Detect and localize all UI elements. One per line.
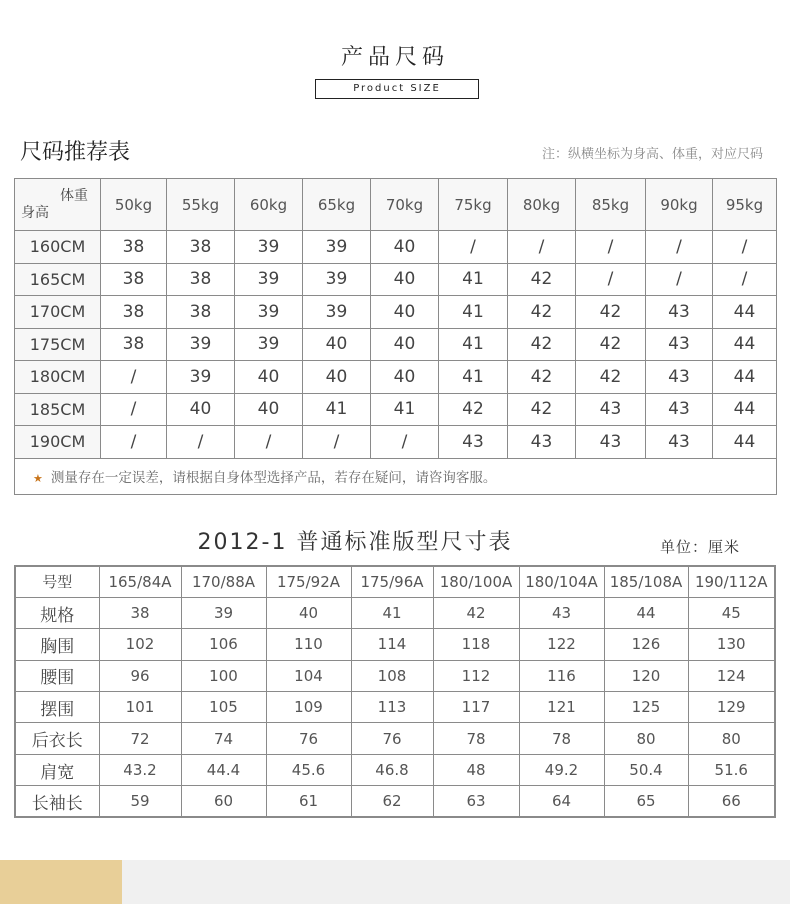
table-row	[15, 660, 775, 691]
measurement-cell: 39	[181, 597, 266, 628]
table-header-row	[15, 179, 777, 231]
weight-header: 50kg	[101, 179, 167, 231]
page-title: 产品尺码	[340, 45, 449, 70]
size-cell: /	[101, 393, 167, 426]
page-subtitle: Product SIZE	[315, 79, 479, 99]
measurement-cell: 45.6	[266, 754, 351, 785]
size-cell: 39	[235, 231, 303, 264]
size-cell: 43	[646, 426, 713, 459]
size-cell: /	[576, 231, 646, 264]
model-column-header: 170/88A	[181, 566, 266, 597]
size-cell: /	[713, 263, 777, 296]
corner-cell	[15, 179, 101, 231]
size-cell: 43	[646, 296, 713, 329]
height-row-header: 170CM	[15, 296, 101, 329]
size-cell: 43	[508, 426, 576, 459]
weight-header: 85kg	[576, 179, 646, 231]
size-cell: 41	[303, 393, 371, 426]
measurement-cell: 43.2	[99, 754, 181, 785]
measurement-cell: 44.4	[181, 754, 266, 785]
measurement-cell: 78	[433, 723, 519, 754]
table-row	[15, 361, 777, 394]
weight-header: 90kg	[646, 179, 713, 231]
measurement-cell: 50.4	[604, 754, 688, 785]
model-column-header: 180/104A	[519, 566, 604, 597]
size-cell: /	[101, 426, 167, 459]
footer-accent-block	[0, 860, 122, 904]
size-cell: 41	[371, 393, 439, 426]
disclaimer-row	[15, 458, 777, 494]
height-row-header: 165CM	[15, 263, 101, 296]
measurement-cell: 43	[519, 597, 604, 628]
measurement-cell: 80	[688, 723, 775, 754]
size-cell: 40	[371, 296, 439, 329]
measurement-label: 腰围	[15, 660, 99, 691]
size-cell: 38	[101, 328, 167, 361]
size-cell: /	[101, 361, 167, 394]
disclaimer-cell	[15, 458, 777, 494]
size-cell: 40	[371, 328, 439, 361]
size-cell: 39	[303, 296, 371, 329]
height-row-header: 190CM	[15, 426, 101, 459]
measurement-cell: 108	[351, 660, 433, 691]
size-cell: 44	[713, 426, 777, 459]
size-cell: 38	[167, 296, 235, 329]
size-cell: /	[303, 426, 371, 459]
size-cell: 41	[439, 296, 508, 329]
size-cell: 42	[439, 393, 508, 426]
measurement-cell: 48	[433, 754, 519, 785]
size-cell: 41	[439, 263, 508, 296]
size-cell: /	[167, 426, 235, 459]
size-cell: 44	[713, 393, 777, 426]
measurement-cell: 110	[266, 629, 351, 660]
measurement-cell: 96	[99, 660, 181, 691]
size-cell: 43	[439, 426, 508, 459]
height-row-header: 185CM	[15, 393, 101, 426]
size-cell: 42	[508, 328, 576, 361]
table-row	[15, 426, 777, 459]
model-column-header: 165/84A	[99, 566, 181, 597]
measurement-cell: 65	[604, 786, 688, 817]
model-column-header: 185/108A	[604, 566, 688, 597]
measurement-cell: 101	[99, 692, 181, 723]
table-header-row	[15, 566, 775, 597]
table-row	[15, 754, 775, 785]
size-cell: /	[646, 231, 713, 264]
size-cell: 42	[508, 263, 576, 296]
measurement-cell: 64	[519, 786, 604, 817]
measurement-cell: 122	[519, 629, 604, 660]
measurement-cell: 61	[266, 786, 351, 817]
height-row-header: 160CM	[15, 231, 101, 264]
measurement-cell: 38	[99, 597, 181, 628]
spec-unit: 单位：厘米	[660, 538, 741, 556]
size-cell: 42	[576, 296, 646, 329]
size-cell: /	[371, 426, 439, 459]
size-cell: 41	[439, 361, 508, 394]
measurement-cell: 109	[266, 692, 351, 723]
measurement-cell: 44	[604, 597, 688, 628]
measurement-cell: 80	[604, 723, 688, 754]
measurement-cell: 125	[604, 692, 688, 723]
size-cell: 40	[371, 361, 439, 394]
measurement-cell: 112	[433, 660, 519, 691]
measurement-cell: 66	[688, 786, 775, 817]
size-cell: 44	[713, 328, 777, 361]
size-cell: 40	[167, 393, 235, 426]
size-cell: 40	[371, 231, 439, 264]
measurement-cell: 40	[266, 597, 351, 628]
size-cell: 42	[508, 393, 576, 426]
measurement-cell: 72	[99, 723, 181, 754]
size-cell: 38	[101, 231, 167, 264]
size-cell: 44	[713, 296, 777, 329]
size-cell: 40	[303, 361, 371, 394]
weight-axis-label: 体重	[60, 188, 88, 204]
measurement-cell: 51.6	[688, 754, 775, 785]
size-cell: 42	[508, 361, 576, 394]
weight-header: 60kg	[235, 179, 303, 231]
table-row	[15, 629, 775, 660]
measurement-cell: 116	[519, 660, 604, 691]
size-cell: 43	[576, 426, 646, 459]
measurement-label: 长袖长	[15, 786, 99, 817]
recommendation-note: 注：纵横坐标为身高、体重，对应尺码	[541, 147, 763, 162]
measurement-cell: 63	[433, 786, 519, 817]
measurement-cell: 59	[99, 786, 181, 817]
model-column-header: 175/96A	[351, 566, 433, 597]
weight-header: 95kg	[713, 179, 777, 231]
star-icon: ★	[33, 472, 43, 485]
measurement-cell: 76	[351, 723, 433, 754]
measurement-label: 规格	[15, 597, 99, 628]
size-cell: 38	[167, 263, 235, 296]
size-cell: 41	[439, 328, 508, 361]
size-cell: 39	[303, 231, 371, 264]
model-header: 号型	[15, 566, 99, 597]
size-cell: /	[713, 231, 777, 264]
size-cell: 39	[167, 361, 235, 394]
measurement-cell: 60	[181, 786, 266, 817]
height-row-header: 175CM	[15, 328, 101, 361]
table-row	[15, 723, 775, 754]
measurement-cell: 124	[688, 660, 775, 691]
size-cell: /	[235, 426, 303, 459]
measurement-cell: 114	[351, 629, 433, 660]
measurement-cell: 104	[266, 660, 351, 691]
weight-header: 70kg	[371, 179, 439, 231]
size-cell: 43	[646, 328, 713, 361]
measurement-cell: 130	[688, 629, 775, 660]
size-cell: /	[439, 231, 508, 264]
size-cell: 42	[576, 328, 646, 361]
model-column-header: 180/100A	[433, 566, 519, 597]
measurement-cell: 102	[99, 629, 181, 660]
weight-header: 55kg	[167, 179, 235, 231]
model-column-header: 175/92A	[266, 566, 351, 597]
measurement-cell: 105	[181, 692, 266, 723]
size-cell: 38	[101, 296, 167, 329]
size-cell: 38	[101, 263, 167, 296]
measurement-cell: 45	[688, 597, 775, 628]
measurement-cell: 113	[351, 692, 433, 723]
table-row	[15, 263, 777, 296]
size-cell: 39	[303, 263, 371, 296]
size-cell: 43	[646, 361, 713, 394]
size-cell: 43	[576, 393, 646, 426]
model-column-header: 190/112A	[688, 566, 775, 597]
measurement-label: 后衣长	[15, 723, 99, 754]
spec-title: 2012-1 普通标准版型尺寸表	[197, 530, 513, 555]
size-cell: 43	[646, 393, 713, 426]
weight-header: 65kg	[303, 179, 371, 231]
size-cell: 40	[235, 393, 303, 426]
footer-bar	[122, 860, 790, 904]
measurement-cell: 78	[519, 723, 604, 754]
measurement-label: 胸围	[15, 629, 99, 660]
height-axis-label: 身高	[21, 205, 49, 221]
measurement-cell: 129	[688, 692, 775, 723]
weight-header: 80kg	[508, 179, 576, 231]
size-cell: 40	[371, 263, 439, 296]
size-cell: 39	[235, 263, 303, 296]
measurement-cell: 41	[351, 597, 433, 628]
measurement-cell: 46.8	[351, 754, 433, 785]
table-row	[15, 692, 775, 723]
size-cell: 39	[235, 296, 303, 329]
measurement-cell: 62	[351, 786, 433, 817]
table-row	[15, 597, 775, 628]
weight-header: 75kg	[439, 179, 508, 231]
size-cell: /	[646, 263, 713, 296]
measurement-cell: 120	[604, 660, 688, 691]
size-cell: 39	[235, 328, 303, 361]
table-row	[15, 296, 777, 329]
table-row	[15, 786, 775, 817]
size-cell: 42	[508, 296, 576, 329]
measurement-cell: 106	[181, 629, 266, 660]
measurement-cell: 118	[433, 629, 519, 660]
size-spec-table	[14, 565, 776, 818]
size-cell: 40	[303, 328, 371, 361]
table-row	[15, 393, 777, 426]
size-cell: /	[576, 263, 646, 296]
size-cell: 38	[167, 231, 235, 264]
measurement-cell: 126	[604, 629, 688, 660]
size-cell: /	[508, 231, 576, 264]
size-recommendation-table	[14, 178, 777, 495]
recommendation-title: 尺码推荐表	[20, 140, 131, 165]
measurement-cell: 42	[433, 597, 519, 628]
measurement-cell: 121	[519, 692, 604, 723]
size-cell: 39	[167, 328, 235, 361]
measurement-cell: 76	[266, 723, 351, 754]
disclaimer-text: 测量存在一定误差，请根据自身体型选择产品，若存在疑问，请咨询客服。	[50, 470, 497, 486]
measurement-cell: 49.2	[519, 754, 604, 785]
size-cell: 42	[576, 361, 646, 394]
size-cell: 40	[235, 361, 303, 394]
table-row	[15, 231, 777, 264]
size-cell: 44	[713, 361, 777, 394]
measurement-label: 肩宽	[15, 754, 99, 785]
table-row	[15, 328, 777, 361]
measurement-cell: 117	[433, 692, 519, 723]
measurement-cell: 74	[181, 723, 266, 754]
measurement-label: 摆围	[15, 692, 99, 723]
height-row-header: 180CM	[15, 361, 101, 394]
measurement-cell: 100	[181, 660, 266, 691]
